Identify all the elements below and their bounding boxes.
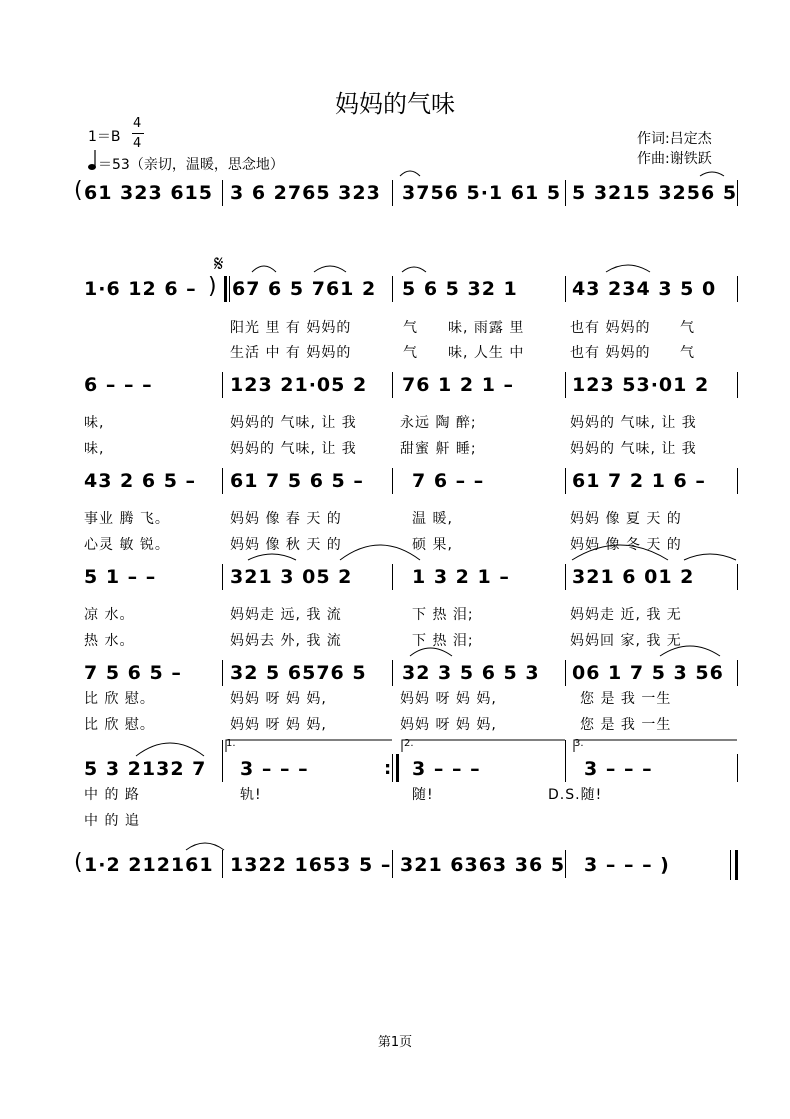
staff4-measure2: 61 7 5 6 5 – — [230, 470, 364, 492]
staff7-measure1: 5 3 2132 7 — [84, 758, 207, 780]
lyric-verse2: 味, 人生 中 — [448, 345, 525, 361]
staff2-measure2: 67 6 5 761 2 — [232, 278, 377, 300]
lyric-verse2: 下 热 泪; — [412, 633, 474, 649]
lyric-verse2: 气 — [680, 345, 695, 361]
staff5-measure4: 321 6 01 2 — [572, 566, 695, 588]
lyric-verse1: 妈妈走 近, 我 无 — [570, 607, 682, 623]
staff5-measure1: 5 1 – – — [84, 566, 157, 588]
lyric-verse2: 妈妈 呀 妈 妈, — [230, 717, 327, 733]
lyric-verse1: 您 是 我 一生 — [580, 691, 672, 707]
staff1-measure2: 3 6 2765 323 — [230, 182, 381, 204]
lyric-verse2: 也有 妈妈的 — [570, 345, 651, 361]
lyric-verse2: 心灵 敏 锐。 — [84, 537, 170, 553]
lyric-verse1: 温 暖, — [412, 511, 453, 527]
staff4-measure1: 43 2 6 5 – — [84, 470, 197, 492]
lyric-verse1: 气 — [403, 320, 418, 336]
lyric-verse2: 比 欣 慰。 — [84, 717, 155, 733]
time-signature-top: 4 — [133, 116, 142, 131]
lyric-verse1: 比 欣 慰。 — [84, 691, 155, 707]
lyric-verse2: 妈妈 像 秋 天 的 — [230, 537, 342, 553]
lyric-verse2: 气 — [403, 345, 418, 361]
lyric-verse2: 生活 中 有 妈妈的 — [230, 345, 352, 361]
staff3-measure3: 76 1 2 1 – — [402, 374, 515, 396]
staff3-measure2: 123 21·05 2 — [230, 374, 368, 396]
staff3-measure1: 6 – – – — [84, 374, 153, 396]
lyric-verse1: 下 热 泪; — [412, 607, 474, 623]
staff2-measure1: 1·6 12 6 – — [84, 278, 197, 300]
staff5-measure2: 321 3 05 2 — [230, 566, 353, 588]
volta-1-label: 1. — [226, 738, 236, 749]
lyric-verse1: 妈妈 像 春 天 的 — [230, 511, 342, 527]
staff7-measure3: 3 – – – — [412, 758, 481, 780]
tempo-marking: ＝53（亲切，温暖，思念地） — [98, 157, 284, 173]
staff8-measure3: 321 6363 36 5 — [400, 854, 566, 876]
composer-credit: 作曲:谢铁跃 — [637, 151, 712, 167]
lyric-verse1: 妈妈 像 夏 天 的 — [570, 511, 682, 527]
lyric-verse2: 硕 果, — [412, 537, 453, 553]
lyric-verse1: 事业 腾 飞。 — [84, 511, 170, 527]
lyric-verse1: 妈妈 呀 妈 妈, — [400, 691, 497, 707]
volta-2-label: 2. — [404, 738, 414, 749]
lyric-verse1: 妈妈的 气味, 让 我 — [570, 415, 697, 431]
lyric-verse1: 妈妈走 远, 我 流 — [230, 607, 342, 623]
time-signature-bottom: 4 — [133, 136, 142, 151]
lyric-verse2: 妈妈 呀 妈 妈, — [400, 717, 497, 733]
staff4-measure3: 7 6 – – — [412, 470, 485, 492]
staff5-measure3: 1 3 2 1 – — [412, 566, 510, 588]
lyric-verse1: 中 的 路 — [84, 787, 140, 803]
lyric-verse1: 味, 雨露 里 — [448, 320, 525, 336]
staff1-measure3: 3756 5·1 61 5 — [402, 182, 562, 204]
staff2-measure3: 5 6 5 32 1 — [402, 278, 518, 300]
lyric-verse1: 也有 妈妈的 — [570, 320, 651, 336]
staff1-measure4: 5 3215 3256 5 — [572, 182, 738, 204]
staff3-measure4: 123 53·01 2 — [572, 374, 710, 396]
lyric-verse1: 凉 水。 — [84, 607, 135, 623]
staff6-measure4: 06 1 7 5 3 56 — [572, 662, 724, 684]
lyric-verse2: 您 是 我 一生 — [580, 717, 672, 733]
lyric-verse2: 甜蜜 鼾 睡; — [400, 441, 477, 457]
lyric-verse2: 中 的 追 — [84, 813, 140, 829]
staff8-measure1: 1·2 212161 — [84, 854, 214, 876]
lyric-verse2: 妈妈的 气味, 让 我 — [570, 441, 697, 457]
staff6-measure1: 7 5 6 5 – — [84, 662, 182, 684]
lyric-verse2: 妈妈的 气味, 让 我 — [230, 441, 357, 457]
lyric-verse2: 妈妈去 外, 我 流 — [230, 633, 342, 649]
staff6-measure3: 32 3 5 6 5 3 — [402, 662, 540, 684]
staff7-measure2: 3 – – – — [240, 758, 309, 780]
staff4-measure4: 61 7 2 1 6 – — [572, 470, 706, 492]
lyric-verse2: 妈妈 像 冬 天 的 — [570, 537, 682, 553]
song-title: 妈妈的气味 — [335, 90, 455, 118]
lyric-verse2: 妈妈回 家, 我 无 — [570, 633, 682, 649]
segno-icon: 𝄋 — [214, 252, 224, 277]
lyric-verse1: 阳光 里 有 妈妈的 — [230, 320, 352, 336]
staff8-measure2: 1322 1653 5 – — [230, 854, 392, 876]
repeat-sign: : — [384, 758, 392, 779]
lyricist-credit: 作词:吕定杰 — [637, 131, 712, 147]
lyric-verse1: 轨! — [240, 787, 262, 803]
intro-close-paren: ) — [208, 274, 217, 299]
key-signature: 1＝B — [88, 129, 121, 145]
lyric-verse2: 热 水。 — [84, 633, 135, 649]
lyric-verse1: 永远 陶 醉; — [400, 415, 477, 431]
staff6-measure2: 32 5 6576 5 — [230, 662, 367, 684]
page-footer: 第1页 — [377, 1035, 413, 1050]
lyric-verse1: 随! — [412, 787, 434, 803]
lyric-verse1: 妈妈 呀 妈 妈, — [230, 691, 327, 707]
staff1-measure1: 61 323 615 — [84, 182, 213, 204]
volta-3-label: 3. — [574, 738, 584, 749]
staff8-measure4: 3 – – – ) — [584, 854, 670, 876]
intro-open-paren: ( — [74, 178, 83, 203]
lyric-verse1: D.S.随! — [548, 787, 603, 803]
lyric-verse1: 味, — [84, 415, 105, 431]
staff7-measure4: 3 – – – — [584, 758, 653, 780]
lyric-verse1: 气 — [680, 320, 695, 336]
outro-open-paren: ( — [74, 850, 83, 875]
lyric-verse1: 妈妈的 气味, 让 我 — [230, 415, 357, 431]
lyric-verse2: 味, — [84, 441, 105, 457]
staff2-measure4: 43 234 3 5 0 — [572, 278, 717, 300]
